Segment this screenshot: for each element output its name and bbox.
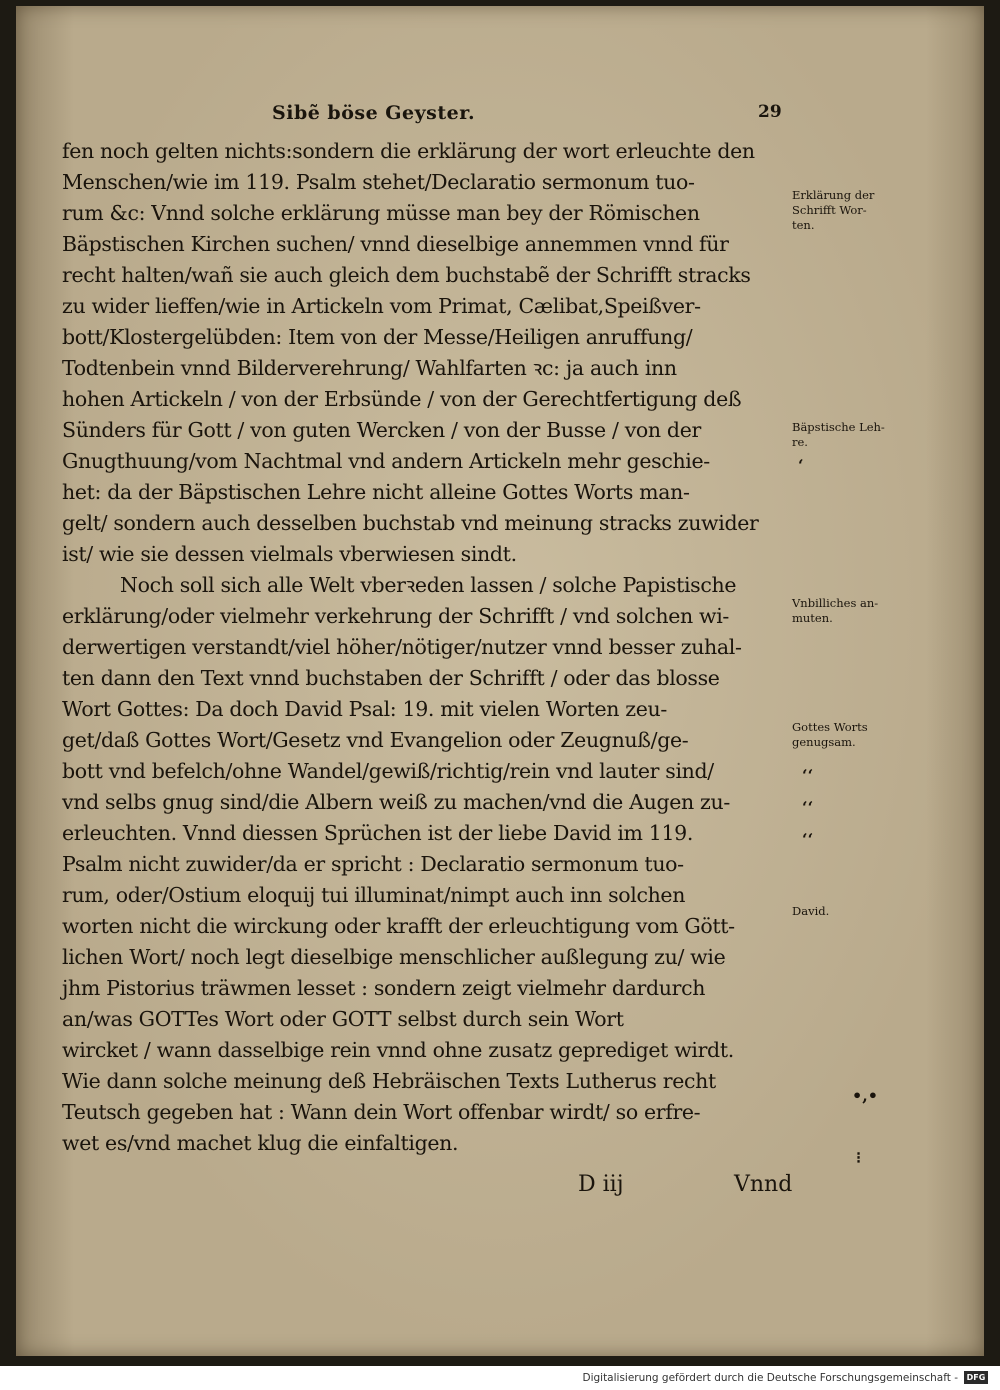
text-line: an/was GOTTes Wort oder GOTT selbst durch sein Wort [62,1007,624,1031]
text-line: Noch soll sich alle Welt vberꝛeden lassen / solche Papistische [120,573,737,597]
text-line: gelt/ sondern auch desselben buchstab vnd meinung stracks zuwider [62,511,759,535]
running-title: Sibẽ böse Geyster. [272,102,476,124]
text-line: lichen Wort/ noch legt dieselbige menschlicher außlegung zu/ wie [62,945,726,969]
text-line: het: da der Bäpstischen Lehre nicht alleine Gottes Worts man- [62,480,690,504]
text-line: Teutsch gegeben hat : Wann dein Wort offenbar wirdt/ so erfre- [62,1100,701,1124]
margin-mark: ⁝ [856,1148,862,1167]
text-line: erklärung/oder vielmehr verkehrung der Schrifft / vnd solchen wi- [62,604,729,628]
dfg-logo: DFG [964,1371,988,1384]
margin-note: Gottes Worts genugsam. [792,720,868,749]
margin-note: Vnbilliches an- muten. [792,596,879,625]
text-line: Todtenbein vnnd Bilderverehrung/ Wahlfarten ꝛc: ja auch inn [62,356,677,380]
margin-mark: •,• [852,1086,879,1105]
text-line: jhm Pistorius träwmen lesset : sondern zeigt vielmehr dardurch [62,976,706,1000]
text-line: rum &c: Vnnd solche erklärung müsse man bey der Römischen [62,201,700,225]
text-line: Gnugthuung/vom Nachtmal vnd andern Artickeln mehr geschie- [62,449,710,473]
page-number: 29 [758,102,782,122]
text-line: worten nicht die wirckung oder krafft der erleuchtigung vom Gött- [62,914,735,938]
body-text [62,136,802,1159]
text-line: ten dann den Text vnnd buchstaben der Schrifft / oder das blosse [62,666,720,690]
margin-note: Bäpstische Leh- re. [792,420,885,449]
text-line: Bäpstischen Kirchen suchen/ vnnd dieselbige annemmen vnnd für [62,232,729,256]
margin-mark: ʻʻ [802,766,814,785]
margin-mark: ʻ [798,456,804,475]
text-line: Wort Gottes: Da doch David Psal: 19. mit vielen Worten zeu- [62,697,667,721]
text-line: erleuchten. Vnnd diessen Sprüchen ist der liebe David im 119. [62,821,694,845]
text-line: vnd selbs gnug sind/die Albern weiß zu machen/vnd die Augen zu- [62,790,730,814]
text-line: hohen Artickeln / von der Erbsünde / von der Gerechtfertigung deß [62,387,742,411]
text-line: bott/Klostergelübden: Item von der Messe/Heiligen anruffung/ [62,325,693,349]
text-line: get/daß Gottes Wort/Gesetz vnd Evangelion oder Zeugnuß/ge- [62,728,689,752]
text-line: Wie dann solche meinung deß Hebräischen Texts Lutherus recht [62,1069,716,1093]
margin-note: Erklärung der Schrifft Wor- ten. [792,188,875,232]
text-line: rum, oder/Ostium eloquij tui illuminat/nimpt auch inn solchen [62,883,686,907]
text-line: Menschen/wie im 119. Psalm stehet/Declaratio sermonum tuo- [62,170,695,194]
signature-mark: D iij [578,1172,624,1197]
footer-credit: Digitalisierung gefördert durch die Deutsche Forschungsgemeinschaft - [582,1372,958,1384]
text-line: wircket / wann dasselbige rein vnnd ohne zusatz geprediget wirdt. [62,1038,734,1062]
text-line: zu wider lieffen/wie in Artickeln vom Primat, Cælibat,Speißver- [62,294,701,318]
catchword: Vnnd [734,1172,793,1197]
text-line: derwertigen verstandt/viel höher/nötiger/nutzer vnnd besser zuhal- [62,635,742,659]
text-line: Sünders für Gott / von guten Wercken / von der Busse / von der [62,418,701,442]
margin-note: David. [792,904,830,918]
margin-mark: ʻʻ [802,798,814,817]
text-line: ist/ wie sie dessen vielmals vberwiesen sindt. [62,542,517,566]
text-line: bott vnd befelch/ohne Wandel/gewiß/richtig/rein vnd lauter sind/ [62,759,714,783]
text-line: fen noch gelten nichts:sondern die erklärung der wort erleuchte den [62,139,755,163]
text-line: wet es/vnd machet klug die einfaltigen. [62,1131,459,1155]
margin-mark: ʻʻ [802,830,814,849]
text-line: Psalm nicht zuwider/da er spricht : Declaratio sermonum tuo- [62,852,684,876]
text-line: recht halten/wañ sie auch gleich dem buchstabẽ der Schrifft stracks [62,263,751,287]
